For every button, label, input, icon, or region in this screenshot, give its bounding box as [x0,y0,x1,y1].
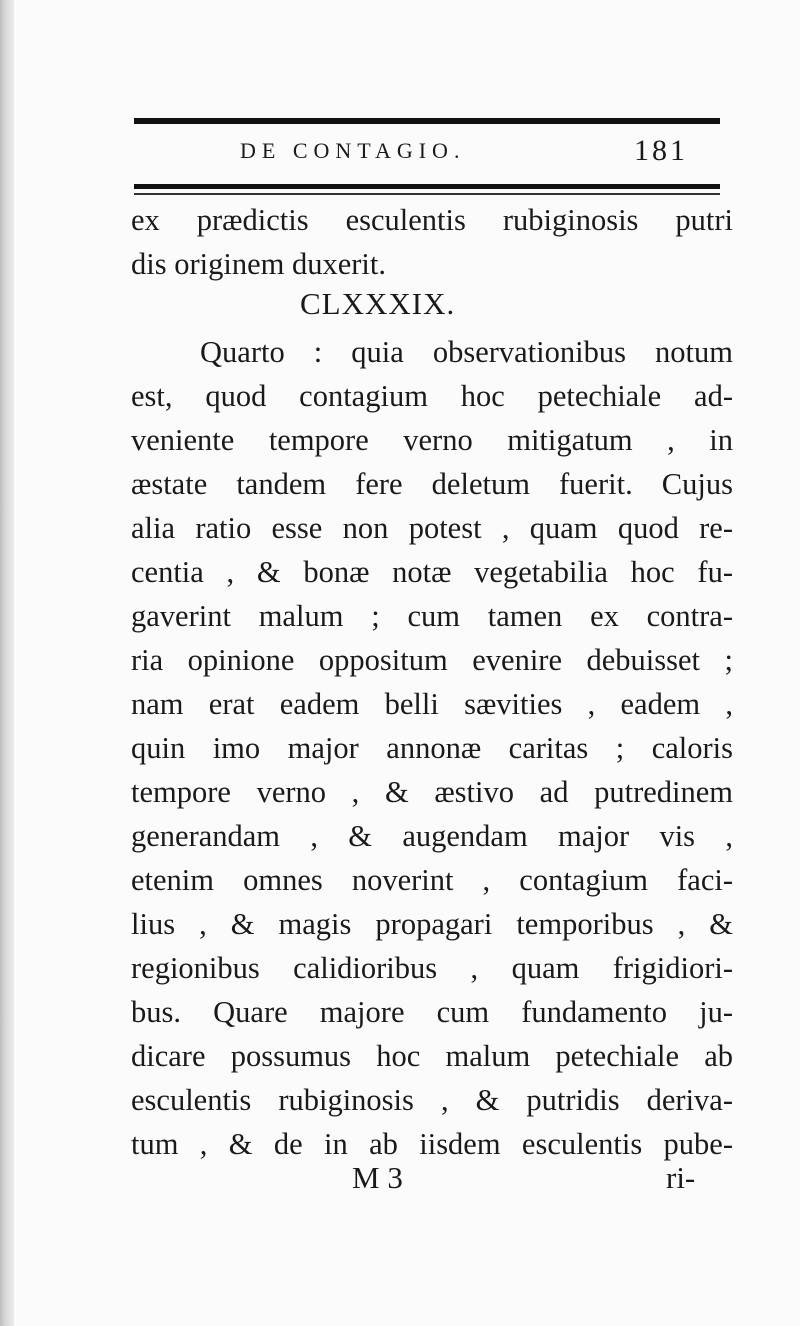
text-line-5: veniente tempore verno mitigatum , in [131,423,733,457]
page-gutter-shadow [0,0,14,1326]
text-line-11: nam erat eadem belli sævities , eadem , [131,687,733,721]
text-line-4: est, quod contagium hoc petechiale ad- [131,379,733,413]
header-rule-top [134,118,720,124]
text-line-20: esculentis rubiginosis , & putridis deriva- [131,1083,733,1117]
text-line-8: centia , & bonæ notæ vegetabilia hoc fu- [131,555,733,589]
text-line-2: dis originem duxerit. [131,247,386,281]
text-line-17: regionibus calidioribus , quam frigidiori- [131,951,733,985]
text-line-1: ex prædictis esculentis rubiginosis putri [131,203,733,237]
text-line-18: bus. Quare majore cum fundamento ju- [131,995,733,1029]
text-line-21: tum , & de in ab iisdem esculentis pube- [131,1127,733,1161]
page-number: 181 [634,134,688,167]
running-title: DE CONTAGIO. [240,138,466,163]
text-line-9: gaverint malum ; cum tamen ex contra- [131,599,733,633]
text-line-10: ria opinione oppositum evenire debuisset ; [131,643,733,677]
text-line-3: Quarto : quia observationibus notum [200,335,733,369]
section-number: CLXXXIX. [300,286,456,321]
text-line-14: generandam , & augendam major vis , [131,819,733,853]
text-line-13: tempore verno , & æstivo ad putredinem [131,775,733,809]
text-line-19: dicare possumus hoc malum petechiale ab [131,1039,733,1073]
text-line-16: lius , & magis propagari temporibus , & [131,907,733,941]
header-rule-bottom [134,184,720,189]
text-line-15: etenim omnes noverint , contagium faci- [131,863,733,897]
catchword: ri- [666,1160,696,1195]
text-line-12: quin imo major annonæ caritas ; caloris [131,731,733,765]
text-line-7: alia ratio esse non potest , quam quod re- [131,511,733,545]
signature-mark: M 3 [352,1160,403,1195]
text-line-6: æstate tandem fere deletum fuerit. Cujus [131,467,733,501]
